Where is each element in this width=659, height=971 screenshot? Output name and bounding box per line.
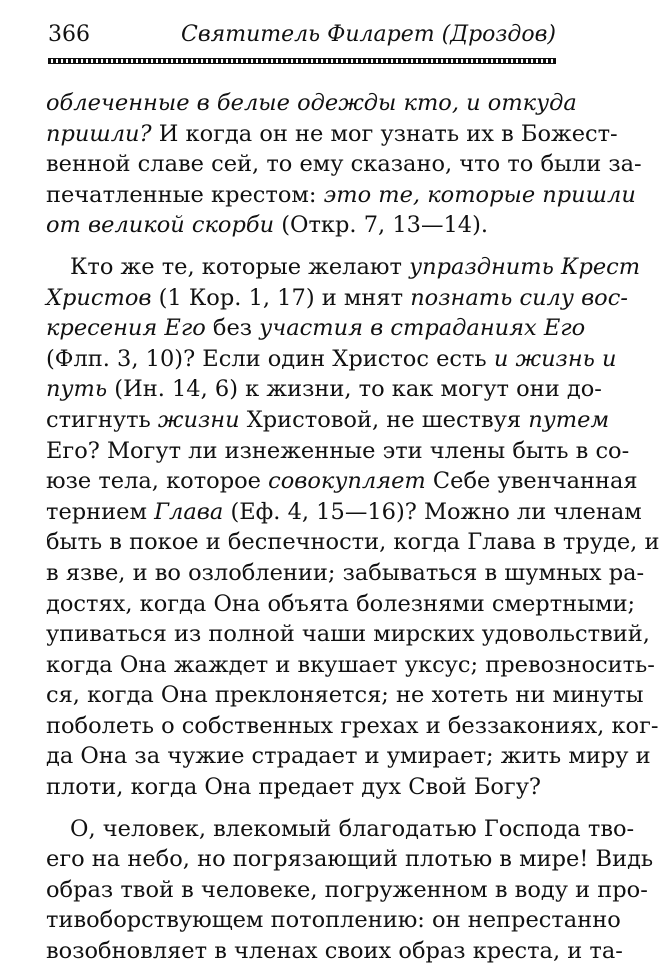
paragraph (46, 252, 659, 803)
regular-text: достях, когда Она объята болезнями смертными; (46, 590, 636, 617)
italic-text: от великой скорби (46, 212, 275, 239)
regular-text: образ твой в человеке, погруженном в воду и про- (46, 876, 648, 903)
text-line (46, 905, 621, 936)
italic-text: путь (46, 376, 108, 403)
text-line (46, 283, 628, 314)
italic-text: пришли? (46, 120, 152, 147)
header-ornamental-rule (48, 58, 556, 64)
italic-text: Христов (46, 284, 152, 311)
text-line (46, 772, 558, 803)
regular-text: тивоборствующем потоплению: он непрестанно (46, 907, 621, 934)
page-number: 366 (48, 22, 90, 47)
text-line (46, 650, 655, 681)
body-text (46, 88, 659, 967)
regular-text: Кто же те, которые желают (70, 253, 410, 280)
regular-text: поболеть о собственных грехах и беззакониях, ког- (46, 712, 659, 739)
page-header (48, 22, 556, 52)
text-line (46, 313, 586, 344)
regular-text: стигнуть (46, 406, 158, 433)
text-line (46, 711, 659, 742)
paragraph (46, 88, 642, 241)
text-line (46, 844, 654, 875)
italic-text: участия в страданиях Его (259, 315, 586, 342)
regular-text: когда Она жаждет и вкушает уксус; превозносить- (46, 651, 655, 678)
regular-text: печатленные крестом: (46, 181, 324, 208)
italic-text: совокупляет (268, 468, 426, 495)
italic-text: познать силу вос- (410, 284, 628, 311)
regular-text: (Флп. 3, 10)? Если один Христос есть (46, 345, 494, 372)
regular-text: (Еф. 4, 15—16)? Можно ли членам (223, 498, 642, 525)
italic-text: и жизнь и (493, 345, 617, 372)
regular-text: (Откр. 7, 13—14). (274, 212, 489, 239)
text-line (46, 119, 618, 150)
regular-text: плоти, когда Она предает дух Свой Богу? (46, 774, 541, 801)
text-line (46, 558, 645, 589)
regular-text: возобновляет в членах своих образ креста, и та- (46, 938, 623, 965)
regular-text: И когда он не мог узнать их в Божест- (151, 120, 618, 147)
text-line (46, 741, 651, 772)
regular-text: упиваться из полной чаши мирских удовольствий, (46, 621, 650, 648)
text-line (46, 680, 644, 711)
italic-text: это те, которые пришли (323, 181, 636, 208)
regular-text: (Ин. 14, 6) к жизни, то как могут они до- (107, 376, 602, 403)
text-line (46, 875, 648, 906)
regular-text: его на небо, но погрязающий плотью в мире! Видь (46, 846, 654, 873)
text-line (46, 589, 636, 620)
text-line (46, 814, 635, 845)
paragraph-gap (46, 803, 558, 814)
regular-text: юзе тела, которое (46, 468, 269, 495)
regular-text: Себе увенчанная (425, 468, 638, 495)
regular-text: ся, когда Она преклоняется; не хотеть ни минуты (46, 682, 644, 709)
regular-text: венной славе сей, то ему сказано, что то были за- (46, 151, 642, 178)
regular-text: (1 Кор. 1, 17) и мнят (151, 284, 411, 311)
italic-text: облеченные в белые одежды кто, и откуда (46, 90, 577, 116)
paragraph (46, 814, 654, 967)
paragraph-gap (46, 241, 558, 252)
italic-text: Глава (154, 498, 224, 525)
text-line (46, 149, 642, 180)
regular-text: да Она за чужие страдает и умирает; жить миру и (46, 743, 651, 770)
regular-text: быть в покое и беспечности, когда Глава в труде, и (46, 529, 659, 556)
text-line (46, 180, 636, 211)
text-line (46, 936, 623, 967)
text-line (46, 436, 630, 467)
italic-text: упразднить Крест (409, 253, 641, 280)
text-line (46, 405, 610, 436)
regular-text: Его? Могут ли изнеженные эти члены быть в со- (46, 437, 630, 464)
regular-text: Христовой, не шествуя (239, 406, 529, 433)
regular-text: без (205, 315, 260, 342)
text-line (46, 344, 617, 375)
text-line (46, 527, 659, 558)
text-line (46, 497, 642, 528)
text-line (46, 252, 641, 283)
italic-text: кресения Его (46, 315, 206, 342)
text-line (46, 210, 558, 241)
italic-text: путем (528, 406, 610, 433)
text-line (46, 619, 650, 650)
text-line (46, 466, 638, 497)
text-line (46, 88, 577, 119)
regular-text: О, человек, влекомый благодатью Господа тво- (70, 815, 635, 842)
italic-text: жизни (157, 406, 240, 433)
running-title: Святитель Филарет (Дроздов) (181, 22, 556, 47)
regular-text: в язве, и во озлоблении; забываться в шумных ра- (46, 559, 645, 586)
regular-text: тернием (46, 498, 155, 525)
text-line (46, 374, 602, 405)
